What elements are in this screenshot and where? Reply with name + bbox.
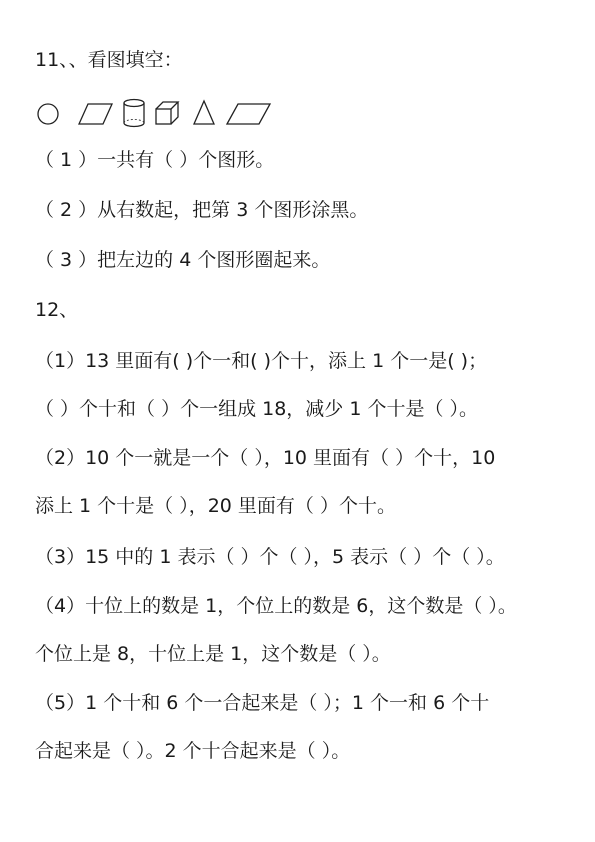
- q12-line-3: （2）10 个一就是一个（ ），10 里面有（ ）个十，10: [35, 447, 496, 469]
- cube-icon: [156, 102, 178, 124]
- circle-icon: [38, 104, 58, 124]
- q12-line-6: （4）十位上的数是 1，个位上的数是 6，这个数是（ ）。: [35, 595, 517, 617]
- q12-line-9: 合起来是（ ）。2 个十合起来是（ ）。: [35, 740, 351, 762]
- q12-line-1: （1）13 里面有( )个一和( )个十，添上 1 个一是( )；: [35, 350, 488, 372]
- q12-line-4: 添上 1 个十是（ ），20 里面有（ ）个十。: [35, 495, 396, 517]
- q11-item-3: （ 3 ）把左边的 4 个图形圈起来。: [35, 249, 331, 271]
- q12-title: 12、: [35, 299, 79, 321]
- q12-line-8: （5）1 个十和 6 个一合起来是（ ）；1 个一和 6 个十: [35, 692, 490, 714]
- q11-title: 11、、看图填空：: [35, 49, 183, 71]
- cylinder-icon: [124, 100, 144, 127]
- parallelogram-icon: [79, 104, 112, 124]
- q12-line-5: （3）15 中的 1 表示（ ）个（ ），5 表示（ ）个（ ）。: [35, 546, 505, 568]
- q12-line-7: 个位上是 8，十位上是 1，这个数是（ ）。: [35, 643, 391, 665]
- parallelogram-icon: [227, 104, 270, 124]
- q11-item-1: （ 1 ）一共有（ ）个图形。: [35, 149, 275, 171]
- triangle-icon: [194, 101, 214, 124]
- q12-line-2: （ ）个十和（ ）个一组成 18，减少 1 个十是（ ）。: [35, 398, 479, 420]
- q11-item-2: （ 2 ）从右数起，把第 3 个图形涂黑。: [35, 199, 369, 221]
- shapes-row: [36, 98, 276, 128]
